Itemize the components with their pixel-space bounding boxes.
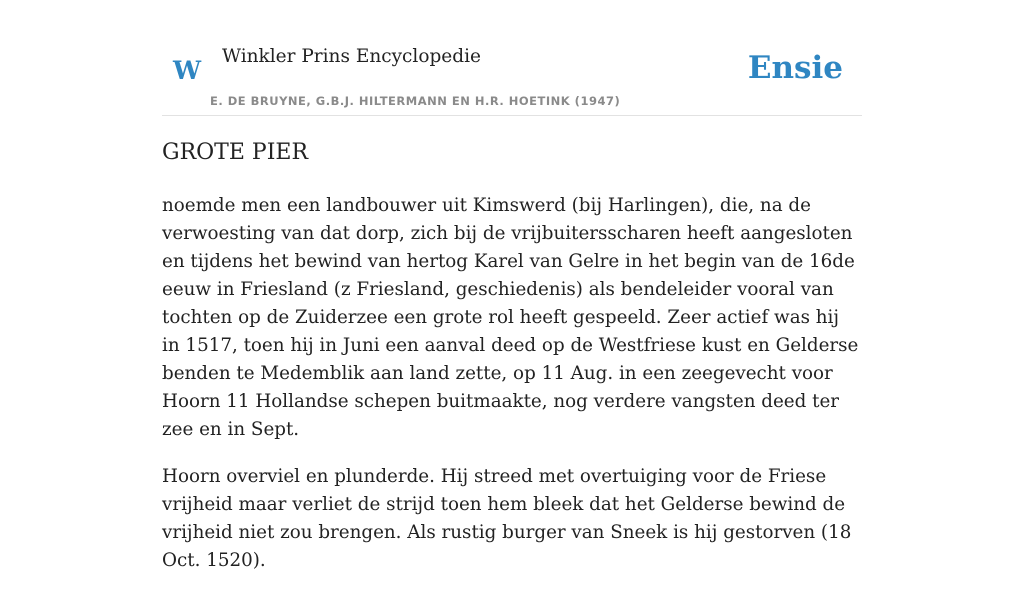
ensie-brand-logo[interactable]: Ensie <box>747 50 843 86</box>
article-paragraph: Hoorn overviel en plunderde. Hij streed met overtuiging voor de Friese vrijheid maar verliet de strijd toen hem bleek dat het Gelderse bewind de vrijheid niet zou brengen. Als rustig burger van Sneek is hij gestorven (18 Oct. 1520). <box>162 466 852 571</box>
encyclopedia-authors: E. DE BRUYNE, G.B.J. HILTERMANN EN H.R. HOETINK (1947) <box>210 94 621 108</box>
winkler-prins-logo[interactable]: W <box>173 56 202 85</box>
encyclopedia-title[interactable]: Winkler Prins Encyclopedie <box>222 46 481 67</box>
article-paragraph: noemde men een landbouwer uit Kimswerd (bij Harlingen), die, na de verwoesting van dat dorp, zich bij de vrijbuitersscharen heeft aangesloten en tijdens het bewind van hertog Karel van Gelre in het begin van de 16de eeuw in Friesland (z Friesland, geschiedenis) als bendeleider vooral van tochten op de Zuiderzee een grote rol heeft gespeeld. Zeer actief was hij in 1517, toen hij in Juni een aanval deed op de Westfriese kust en Gelderse benden te Medemblik aan land zette, op 11 Aug. in een zeegevecht voor Hoorn 11 Hollandse schepen buitmaakte, nog verdere vangsten deed ter zee en in Sept. <box>162 195 859 440</box>
article-body <box>162 192 862 594</box>
site-header <box>162 40 862 116</box>
article-title: GROTE PIER <box>162 140 309 165</box>
